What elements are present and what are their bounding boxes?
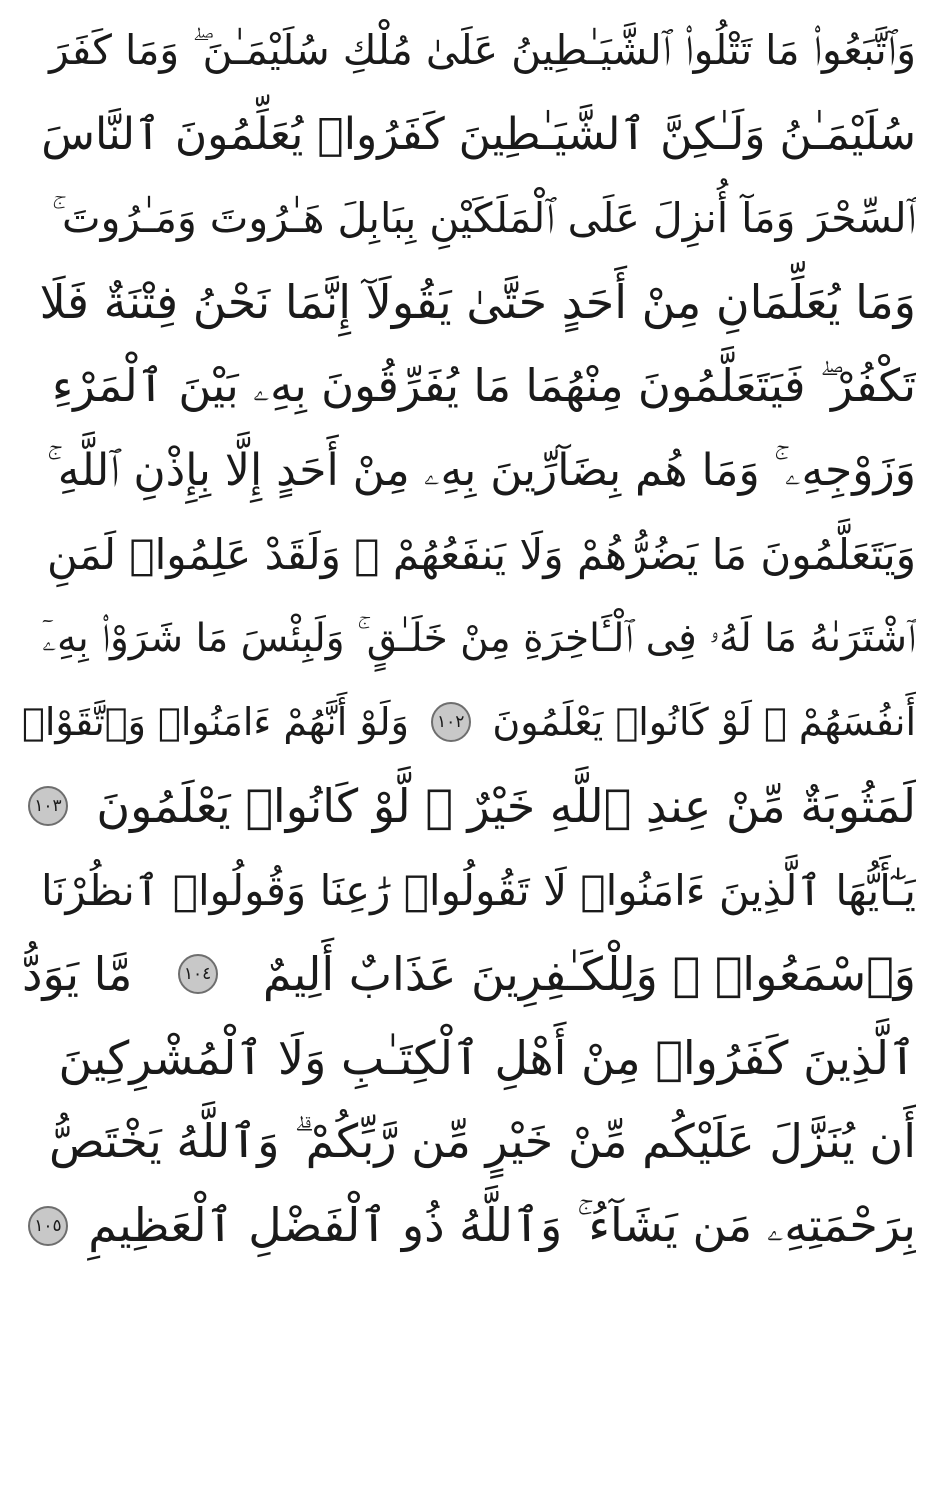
verse-text: وَٱتَّبَعُوا۟ مَا تَتْلُوا۟ ٱلشَّيَـٰطِينُ عَلَىٰ مُلْكِ سُلَيْمَـٰنَ ۖ وَمَا كَفَرَ: [49, 25, 916, 74]
text-line-9: [22, 680, 916, 764]
verse-text: أَنفُسَهُمْ ۚ لَوْ كَانُوا۟ يَعْلَمُونَ: [492, 700, 916, 744]
text-line-13: [22, 1016, 916, 1100]
verse-text: سُلَيْمَـٰنُ وَلَـٰكِنَّ ٱلشَّيَـٰطِينَ كَفَرُوا۟ يُعَلِّمُونَ ٱلنَّاسَ: [41, 108, 916, 160]
text-line-11: [22, 848, 916, 932]
text-line-10: [22, 764, 916, 848]
text-line-6: [22, 428, 916, 512]
text-line-3: [22, 176, 916, 260]
verse-text: أَن يُنَزَّلَ عَلَيْكُم مِّنْ خَيْرٍ مِّن رَّبِّكُمْ ۗ وَٱللَّهُ يَخْتَصُّ: [49, 1114, 916, 1168]
ayah-number-marker: ١٠٤: [178, 954, 218, 994]
verse-text: بِرَحْمَتِهِۦ مَن يَشَآءُ ۚ وَٱللَّهُ ذُو ٱلْفَضْلِ ٱلْعَظِيمِ: [88, 1198, 916, 1252]
verse-text: ٱلَّذِينَ كَفَرُوا۟ مِنْ أَهْلِ ٱلْكِتَـٰبِ وَلَا ٱلْمُشْرِكِينَ: [58, 1031, 916, 1085]
text-line-4: [22, 260, 916, 344]
verse-text: يَـٰٓأَيُّهَا ٱلَّذِينَ ءَامَنُوا۟ لَا تَقُولُوا۟ رَٰعِنَا وَقُولُوا۟ ٱنظُرْنَا: [41, 865, 916, 915]
verse-text: مَّا يَوَدُّ: [22, 947, 133, 1001]
verse-text: ٱلسِّحْرَ وَمَآ أُنزِلَ عَلَى ٱلْمَلَكَيْنِ بِبَابِلَ هَـٰرُوتَ وَمَـٰرُوتَ ۚ: [51, 193, 916, 242]
verse-text: تَكْفُرْ ۖ فَيَتَعَلَّمُونَ مِنْهُمَا مَا يُفَرِّقُونَ بِهِۦ بَيْنَ ٱلْمَرْءِ: [51, 359, 916, 412]
verse-text: وَمَا يُعَلِّمَانِ مِنْ أَحَدٍ حَتَّىٰ يَقُولَآ إِنَّمَا نَحْنُ فِتْنَةٌ فَلَا: [39, 275, 916, 329]
ayah-number-marker: ١٠٣: [28, 786, 68, 826]
verse-text: وَٱسْمَعُوا۟ ۗ وَلِلْكَـٰفِرِينَ عَذَابٌ أَلِيمٌ: [262, 947, 916, 1001]
text-line-1: [22, 8, 916, 92]
verse-text: وَلَوْ أَنَّهُمْ ءَامَنُوا۟ وَٱتَّقَوْا۟: [22, 700, 409, 744]
ayah-number-marker: ١٠٢: [431, 702, 471, 742]
text-line-7: [22, 512, 916, 596]
text-line-8: [22, 596, 916, 680]
verse-text: وَيَتَعَلَّمُونَ مَا يَضُرُّهُمْ وَلَا يَنفَعُهُمْ ۚ وَلَقَدْ عَلِمُوا۟ لَمَنِ: [47, 529, 916, 579]
text-line-14: [22, 1100, 916, 1184]
verse-text: وَزَوْجِهِۦ ۚ وَمَا هُم بِضَآرِّينَ بِهِۦ مِنْ أَحَدٍ إِلَّا بِإِذْنِ ٱللَّهِ ۚ: [46, 444, 916, 496]
text-line-15: [22, 1184, 916, 1268]
text-line-2: [22, 92, 916, 176]
text-line-5: [22, 344, 916, 428]
verse-text: ٱشْتَرَىٰهُ مَا لَهُۥ فِى ٱلْـَٔاخِرَةِ مِنْ خَلَـٰقٍ ۚ وَلَبِئْسَ مَا شَرَوْا۟ بِهِۦٓ: [42, 615, 916, 661]
ayah-number-marker: ١٠٥: [28, 1206, 68, 1246]
text-line-12: [22, 932, 916, 1016]
verse-text: لَمَثُوبَةٌ مِّنْ عِندِ ٱللَّهِ خَيْرٌ ۖ لَّوْ كَانُوا۟ يَعْلَمُونَ: [96, 779, 916, 833]
